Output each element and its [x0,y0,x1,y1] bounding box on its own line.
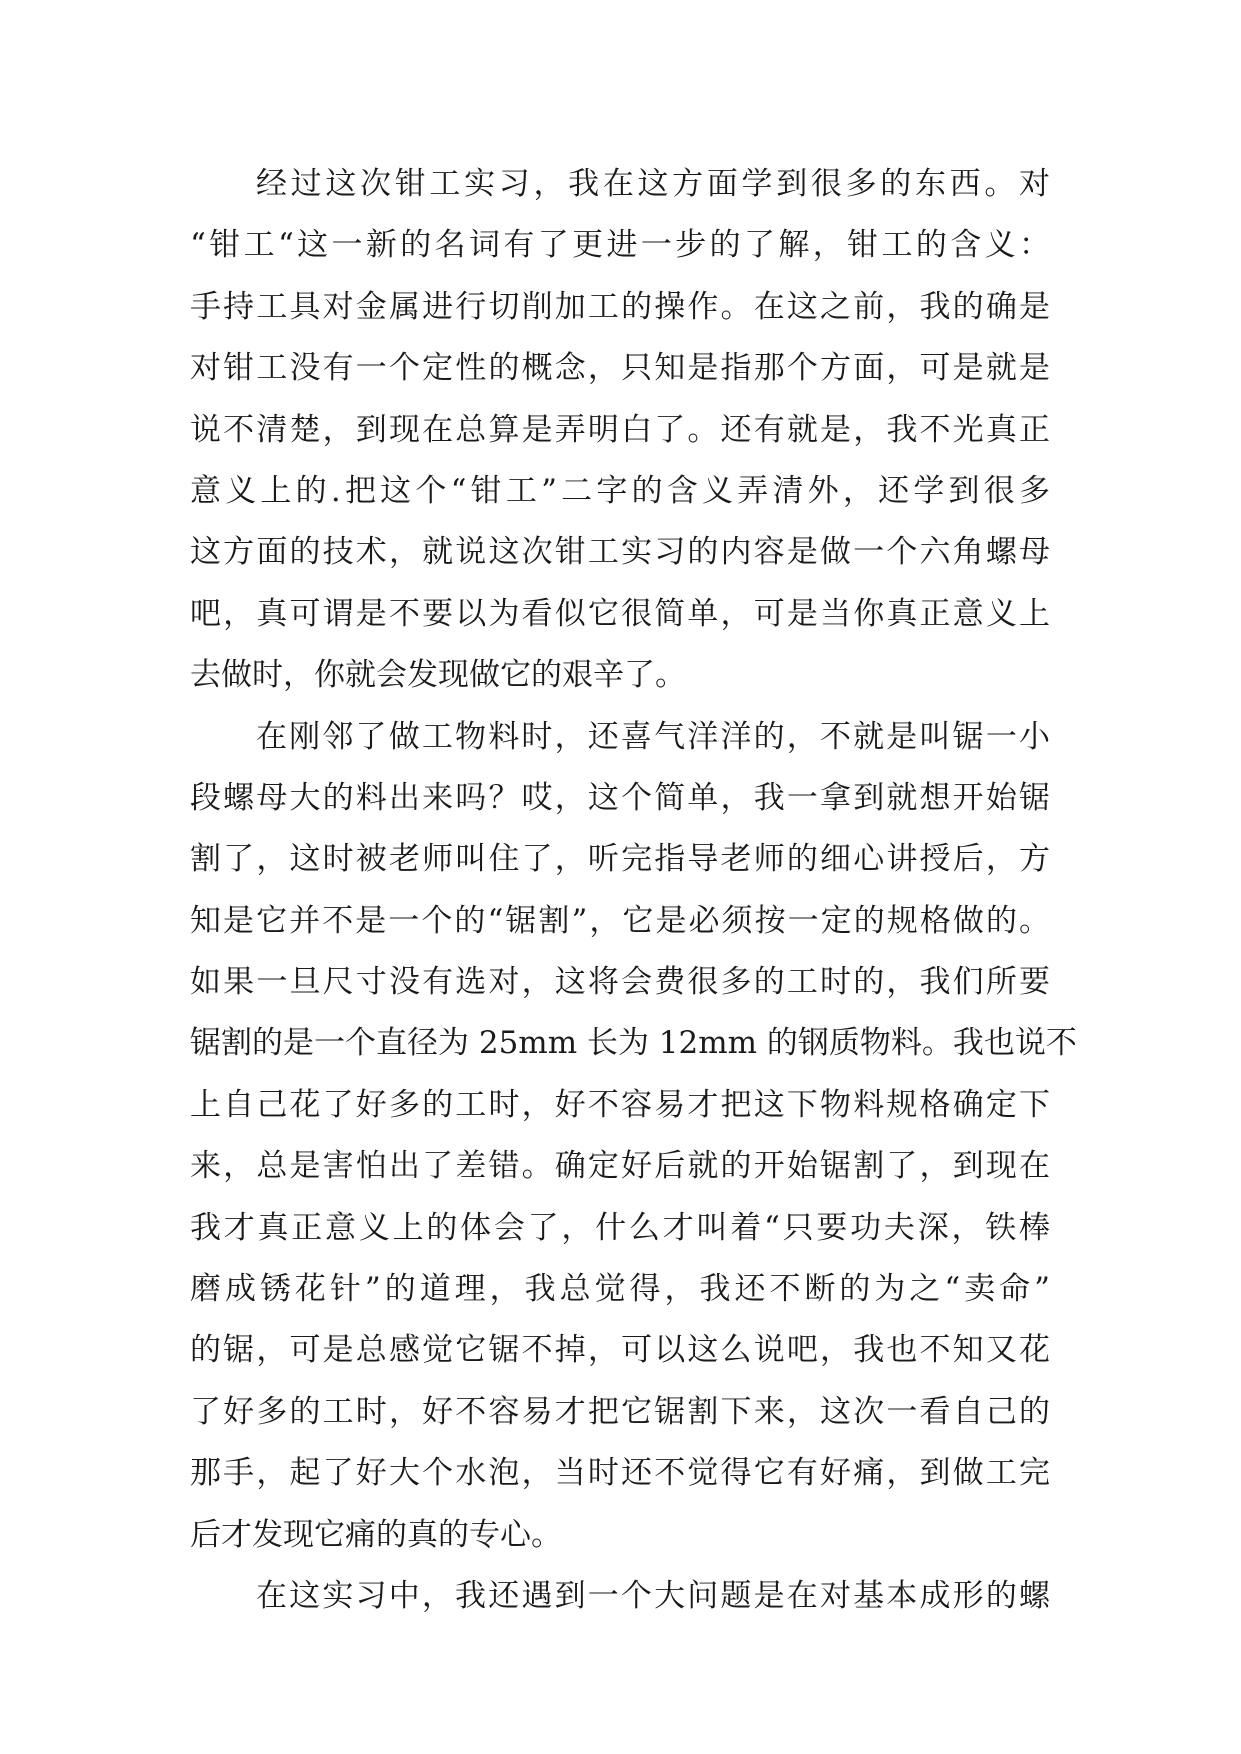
paragraph-2-line-6: 锯割的是一个直径为 25mm 长为 12mm 的钢质物料。我也说不 [190,1025,1077,1062]
paragraph-2-line-1: 在刚邻了做工物料时，还喜气洋洋的，不就是叫锯一小 [256,718,1050,755]
paragraph-3-line-1: 在这实习中，我还遇到一个大问题是在对基本成形的螺 [256,1577,1050,1614]
paragraph-1-line-1: 经过这次钳工实习，我在这方面学到很多的东西。对 [256,166,1050,202]
paragraph-1-line-5: 说不清楚，到现在总算是弄明白了。还有就是，我不光真正 [190,411,1050,448]
paragraph-2-line-4: 知是它并不是一个的“锯割”，它是必须按一定的规格做的。 [190,902,1050,939]
paragraph-2-line-9: 我才真正意义上的体会了，什么才叫着“只要功夫深，铁棒 [190,1209,1050,1246]
paragraph-1-line-3: 手持工具对金属进行切削加工的操作。在这之前，我的确是 [190,288,1050,325]
paragraph-2-line-8: 来，总是害怕出了差错。确定好后就的开始锯割了，到现在 [190,1148,1050,1185]
paragraph-2-line-5: 如果一旦尺寸没有选对，这将会费很多的工时的，我们所要 [190,964,1050,1001]
paragraph-1-line-8: 吧，真可谓是不要以为看似它很简单，可是当你真正意义上 [190,595,1050,632]
paragraph-2-line-11: 的锯，可是总感觉它锯不掉，可以这么说吧，我也不知又花 [190,1332,1050,1369]
paragraph-2-line-7: 上自己花了好多的工时，好不容易才把这下物料规格确定下 [190,1086,1050,1123]
paragraph-1-line-6: 意义上的.把这个“钳工”二字的含义弄清外，还学到很多 [190,472,1050,509]
paragraph-2-line-13: 那手，起了好大个水泡，当时还不觉得它有好痛，到做工完 [190,1455,1050,1492]
paragraph-2-line-10: 磨成锈花针”的道理，我总觉得，我还不断的为之“卖命” [190,1271,1050,1308]
paragraph-2-line-2: 段螺母大的料出来吗？哎，这个简单，我一拿到就想开始锯 [190,779,1050,816]
paragraph-2-line-3: 割了，这时被老师叫住了，听完指导老师的细心讲授后，方 [190,841,1050,878]
paragraph-2-line-14: 后才发现它痛的真的专心。 [190,1516,562,1553]
paragraph-1-line-7: 这方面的技术，就说这次钳工实习的内容是做一个六角螺母 [190,534,1050,571]
paragraph-2-line-12: 了好多的工时，好不容易才把它锯割下来，这次一看自己的 [190,1393,1050,1430]
paragraph-1-line-2: “钳工“这一新的名词有了更进一步的了解，钳工的含义： [190,227,1050,264]
paragraph-1-line-4: 对钳工没有一个定性的概念，只知是指那个方面，可是就是 [190,350,1050,387]
paragraph-1-line-9: 去做时，你就会发现做它的艰辛了。 [190,657,686,694]
document-body [190,154,1077,1627]
